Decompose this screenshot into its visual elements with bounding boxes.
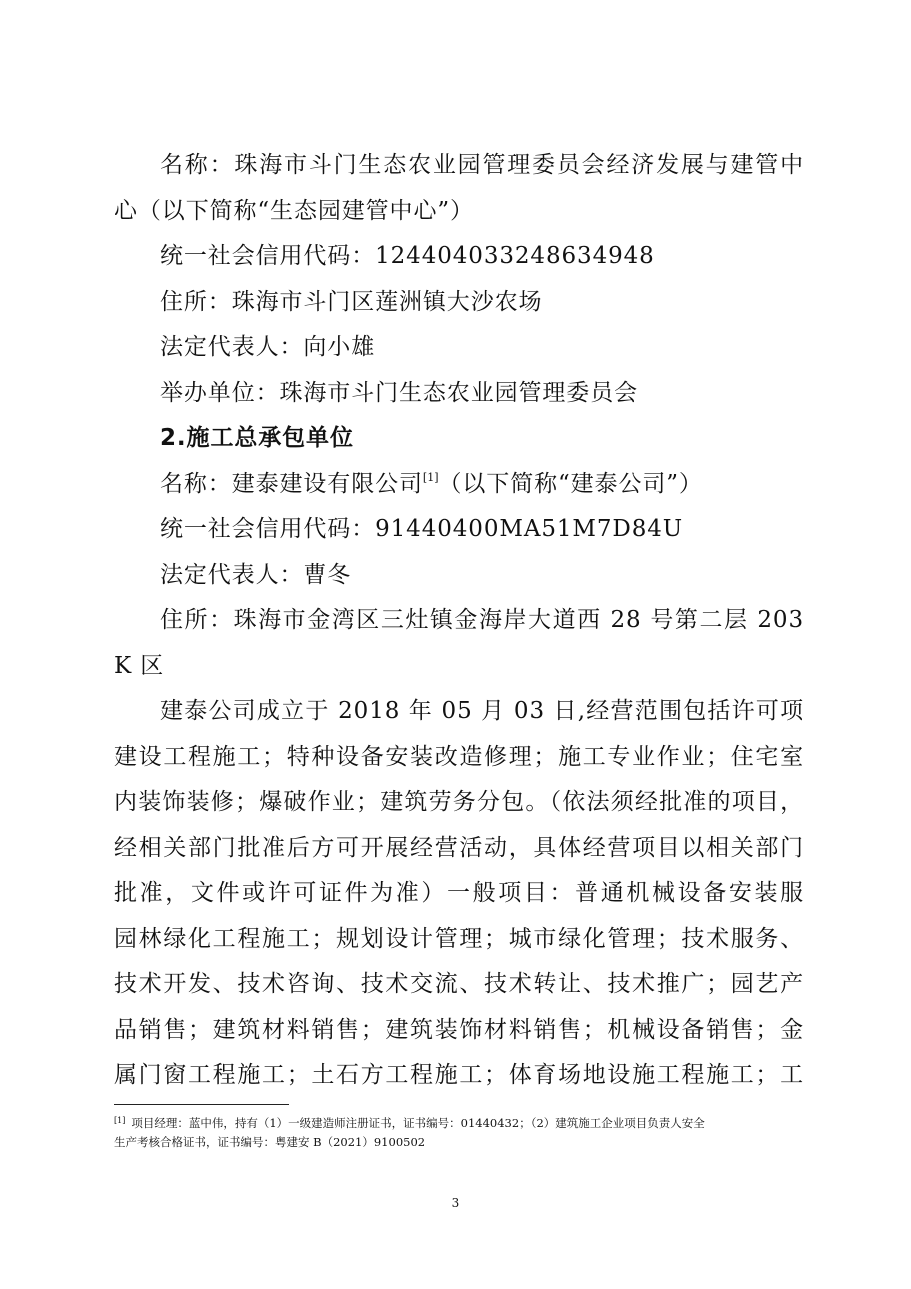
paragraph-line: 属门窗工程施工；土石方工程施工；体育场地设施工程施工；工 (114, 1062, 804, 1088)
text-line: 法定代表人：向小雄 (160, 334, 376, 360)
paragraph-line: 品销售；建筑材料销售；建筑装饰材料销售；机械设备销售；金 (114, 1016, 804, 1043)
footnote-line (114, 1114, 804, 1133)
paragraph-line: 园林绿化工程施工；规划设计管理；城市绿化管理；技术服务、 (114, 925, 804, 952)
text-segment: （以下简称“建泰公司”） (438, 470, 703, 497)
paragraph-line: 内装饰装修；爆破作业；建筑劳务分包。（依法须经批准的项目， (114, 789, 804, 815)
text-line: 心（以下简称“生态园建管中心”） (114, 197, 474, 224)
text-line: 统一社会信用代码：91440400MA51M7D84U (160, 516, 684, 542)
text-line: 举办单位：珠海市斗门生态农业园管理委员会 (160, 379, 638, 406)
footnote-reference[interactable]: [1] (422, 470, 439, 484)
page-number: 3 (451, 1196, 460, 1210)
footnote-separator (114, 1104, 289, 1105)
text-segment: 名称：建泰建设有限公司 (160, 470, 423, 497)
text-line: 住所：珠海市斗门区莲洲镇大沙农场 (160, 288, 543, 315)
paragraph-line: 建设工程施工；特种设备安装改造修理；施工专业作业；住宅室 (114, 743, 804, 770)
text-line: K 区 (114, 652, 165, 679)
footnote (114, 1114, 804, 1152)
paragraph-line: 建泰公司成立于 2018 年 05 月 03 日,经营范围包括许可项 (160, 698, 804, 724)
text-line: 住所：珠海市金湾区三灶镇金海岸大道西 28 号第二层 203 (160, 607, 804, 633)
text-line (114, 462, 804, 508)
footnote-text: 项目经理：蓝中伟，持有（1）一级建造师注册证书，证书编号：01440432；（2）建筑施工企业项目负责人安全 (131, 1116, 705, 1130)
text-line: 法定代表人：曹冬 (160, 561, 352, 588)
footnote-marker: [1] (114, 1116, 126, 1125)
text-line: 名称：珠海市斗门生态农业园管理委员会经济发展与建管中 (160, 152, 804, 178)
section-heading: 2.施工总承包单位 (160, 425, 354, 451)
paragraph-line: 技术开发、技术咨询、技术交流、技术转让、技术推广；园艺产 (114, 971, 804, 997)
paragraph-line: 经相关部门批准后方可开展经营活动，具体经营项目以相关部门 (114, 834, 804, 861)
paragraph-line: 批准，文件或许可证件为准）一般项目：普通机械设备安装服 (114, 880, 804, 906)
text-line: 统一社会信用代码：124404033248634948 (160, 243, 655, 269)
footnote-line: 生产考核合格证书，证书编号：粤建安 B（2021）9100502 (114, 1135, 426, 1149)
body-text (114, 143, 804, 1099)
